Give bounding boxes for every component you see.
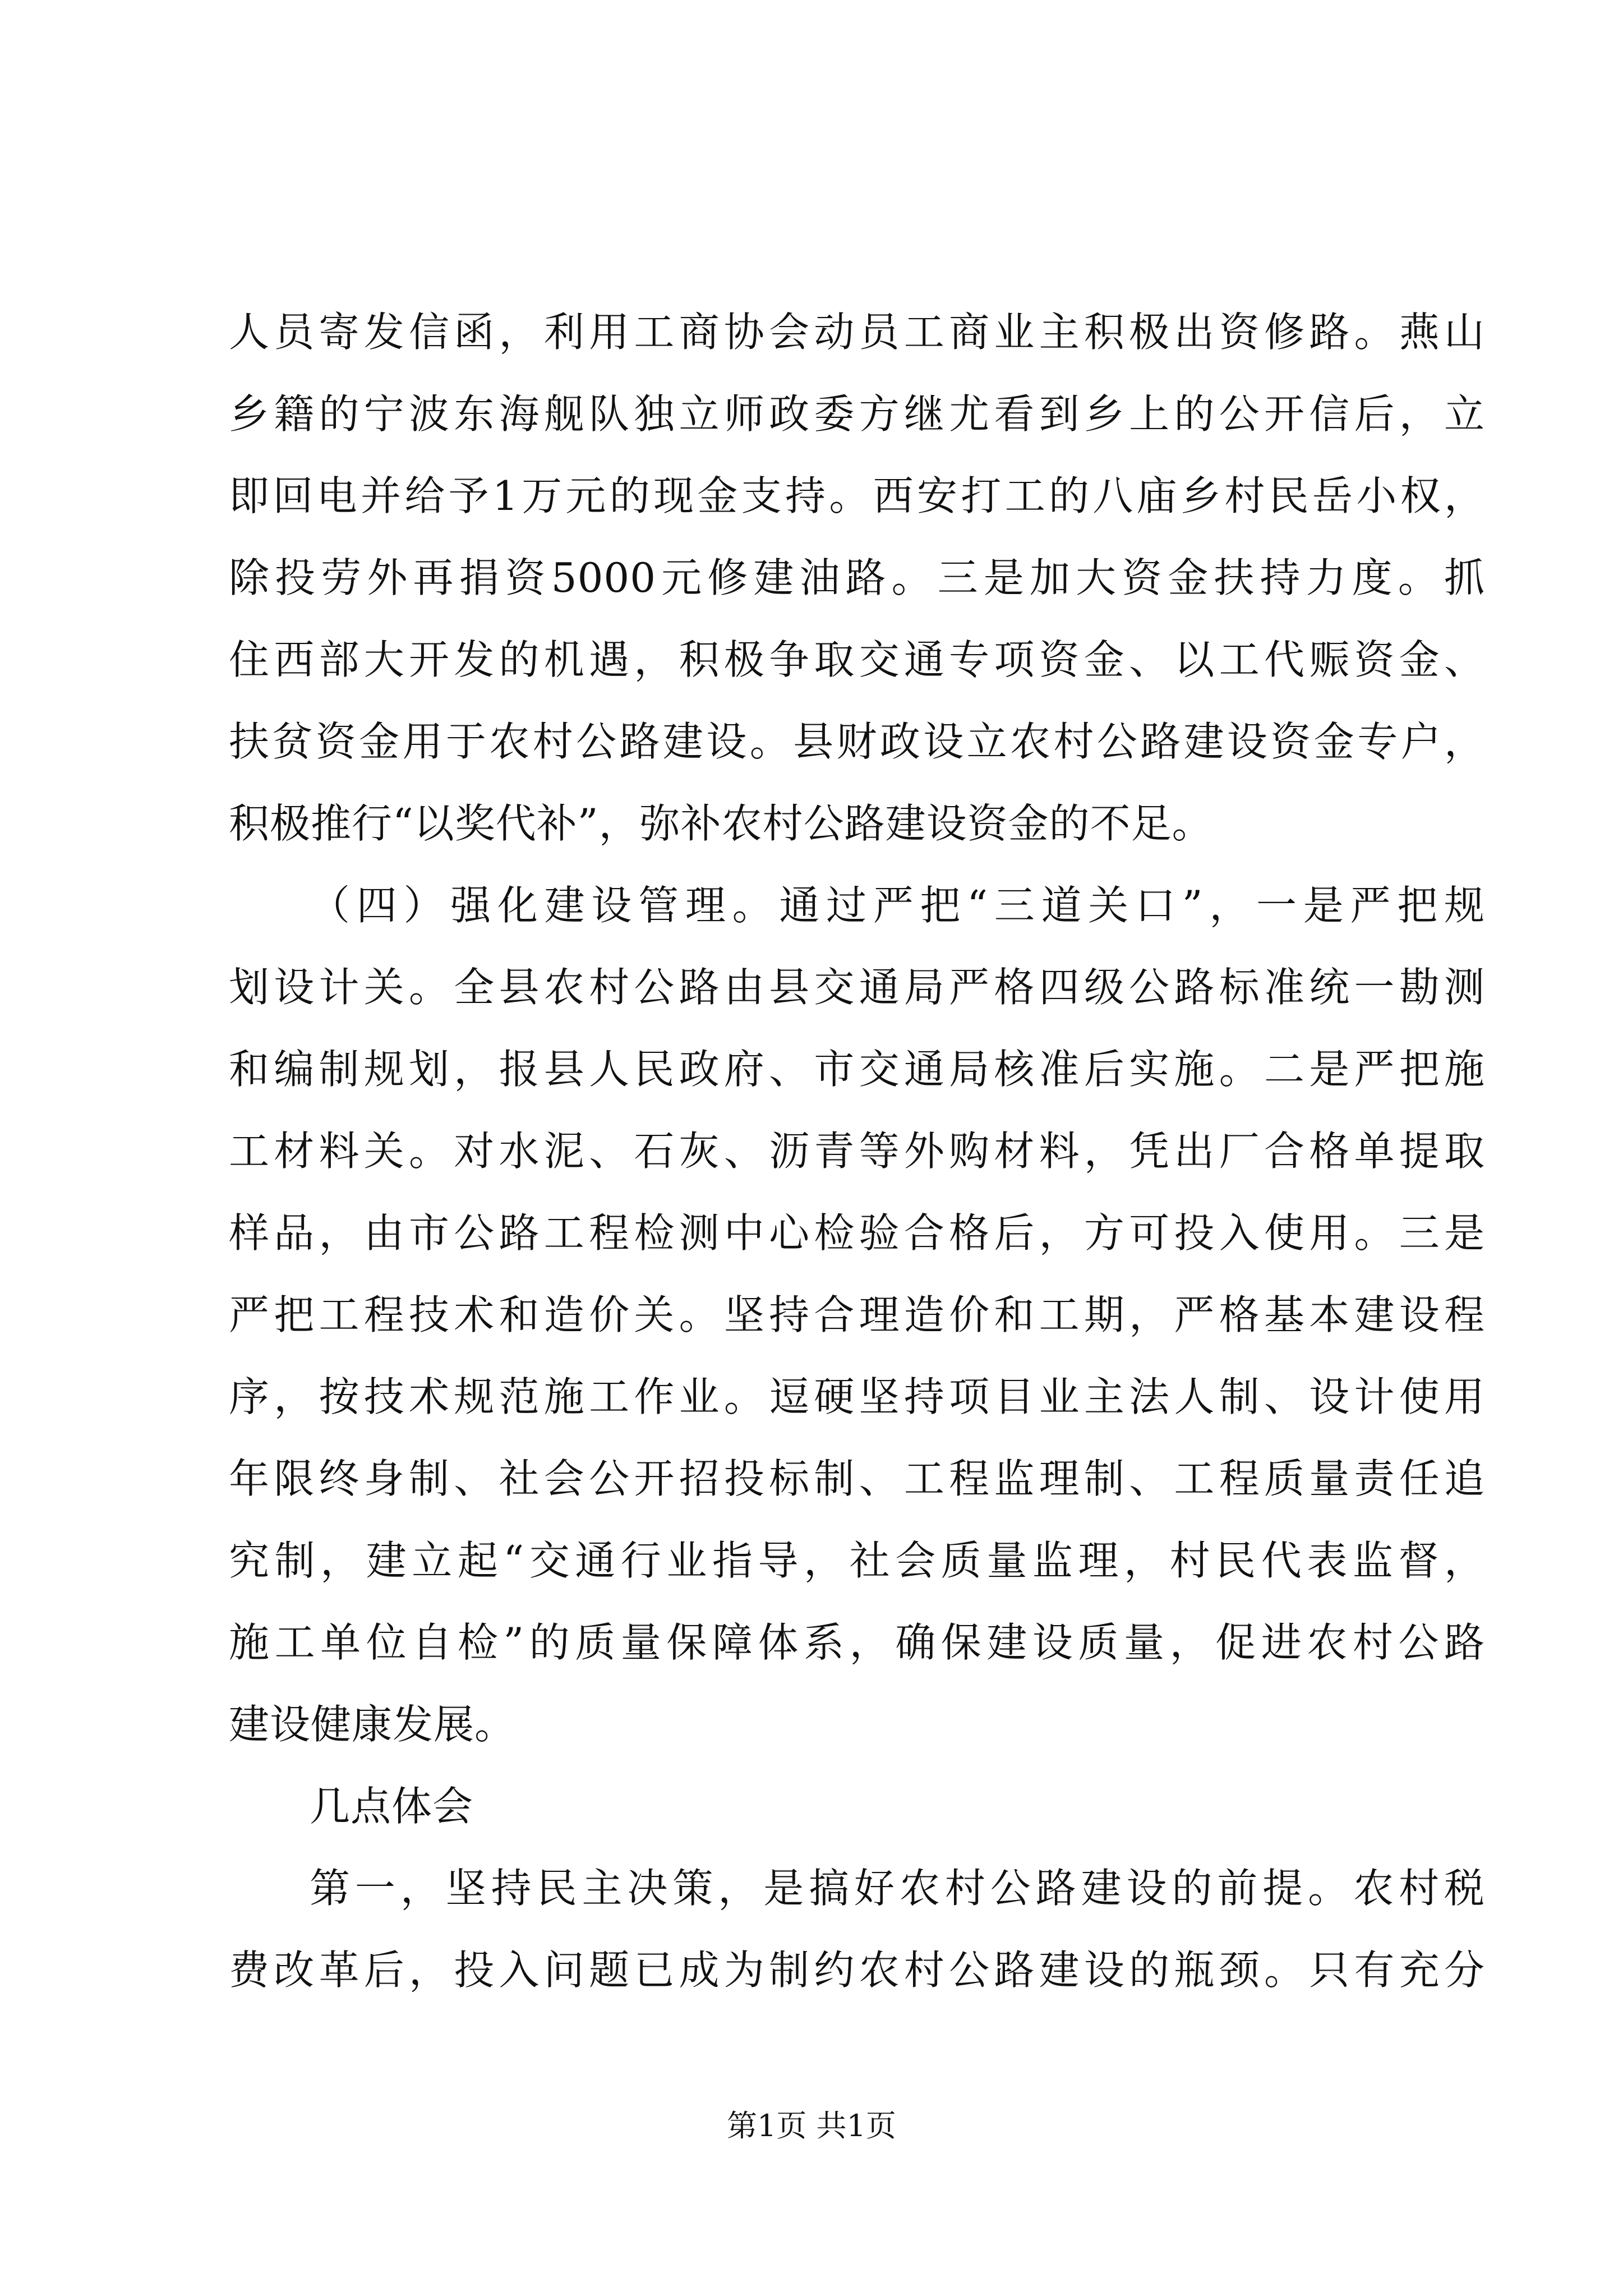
text-line: 和编制规划，报县人民政府、市交通局核准后实施。二是严把施	[229, 1046, 1485, 1093]
page-footer: 第1页 共1页	[727, 2108, 896, 2143]
body-text	[229, 303, 1485, 2023]
text-line: 究制，建立起“交通行业指导，社会质量监理，村民代表监督，	[229, 1537, 1485, 1584]
text-line: 划设计关。全县农村公路由县交通局严格四级公路标准统一勘测	[229, 964, 1485, 1011]
text-line: 第一，坚持民主决策，是搞好农村公路建设的前提。农村税	[310, 1865, 1485, 1912]
text-line: 积极推行“以奖代补”，弥补农村公路建设资金的不足。	[229, 800, 1213, 847]
text-line: 年限终身制、社会公开招投标制、工程监理制、工程质量责任追	[229, 1455, 1485, 1502]
text-line: 除投劳外再捐资5000元修建油路。三是加大资金扶持力度。抓	[229, 554, 1485, 601]
text-line: 费改革后，投入问题已成为制约农村公路建设的瓶颈。只有充分	[229, 1947, 1485, 1994]
text-line: 施工单位自检”的质量保障体系，确保建设质量，促进农村公路	[229, 1619, 1485, 1666]
text-line: 工材料关。对水泥、石灰、沥青等外购材料，凭出厂合格单提取	[229, 1128, 1485, 1175]
text-line: 即回电并给予1万元的现金支持。西安打工的八庙乡村民岳小权，	[229, 472, 1485, 519]
text-line: 住西部大开发的机遇，积极争取交通专项资金、以工代赈资金、	[229, 636, 1485, 683]
text-line: （四）强化建设管理。通过严把“三道关口”，一是严把规	[310, 882, 1485, 929]
text-line: 建设健康发展。	[229, 1701, 516, 1748]
text-line: 扶贫资金用于农村公路建设。县财政设立农村公路建设资金专户，	[229, 718, 1485, 765]
text-line: 样品，由市公路工程检测中心检验合格后，方可投入使用。三是	[229, 1209, 1485, 1257]
section-heading: 几点体会	[310, 1783, 474, 1830]
text-line: 人员寄发信函，利用工商协会动员工商业主积极出资修路。燕山	[229, 309, 1485, 356]
text-line: 严把工程技术和造价关。坚持合理造价和工期，严格基本建设程	[229, 1291, 1485, 1338]
text-line: 序，按技术规范施工作业。逗硬坚持项目业主法人制、设计使用	[229, 1373, 1485, 1420]
text-line: 乡籍的宁波东海舰队独立师政委方继尤看到乡上的公开信后，立	[229, 390, 1485, 438]
